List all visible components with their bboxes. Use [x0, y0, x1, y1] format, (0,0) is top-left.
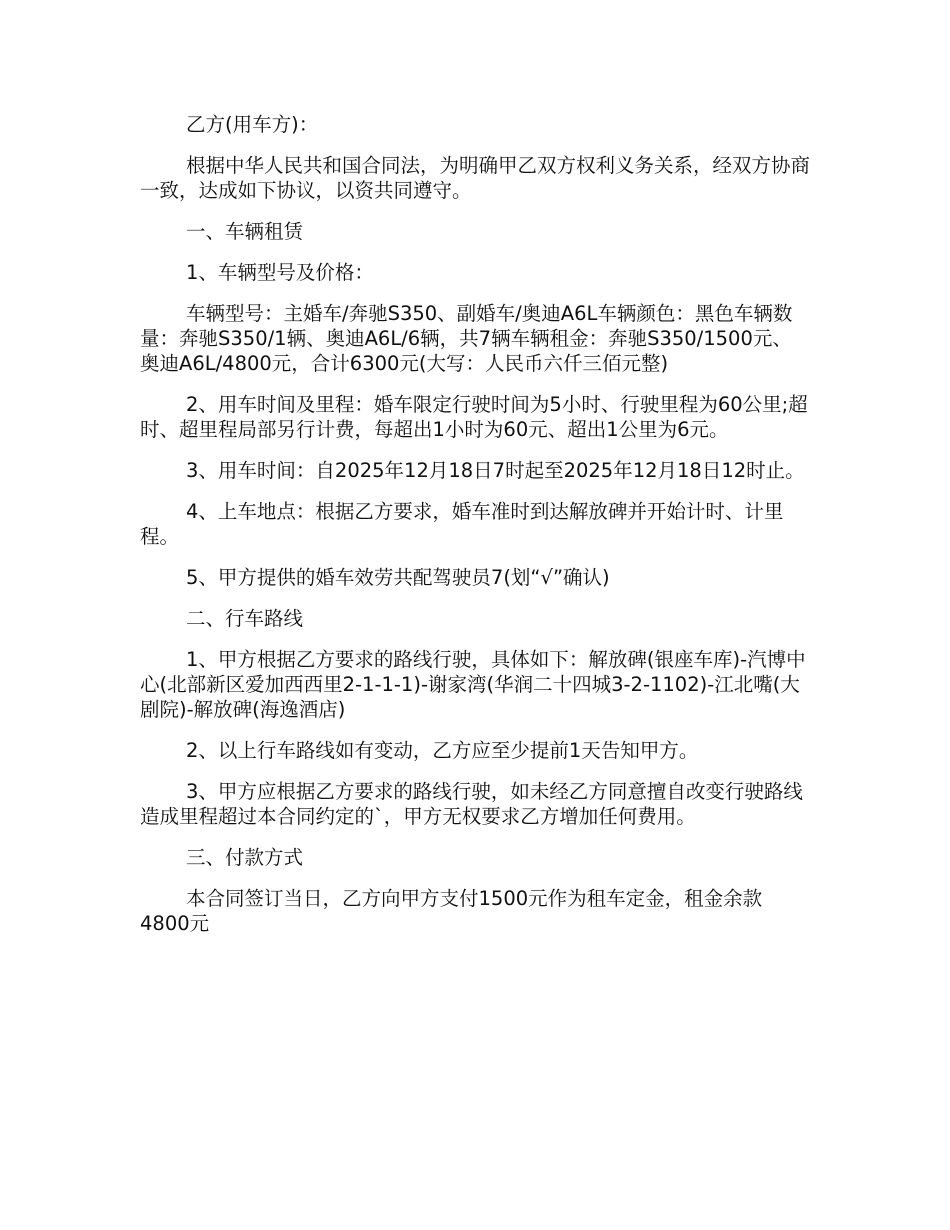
document-body [140, 112, 810, 952]
clause-pickup-location: 4、上车地点：根据乙方要求，婚车准时到达解放碑并开始计时、计里程。 [140, 500, 784, 548]
clause-route-details: 1、甲方根据乙方要求的路线行驶，具体如下：解放碑(银座车库)-汽博中心(北部新区爱加西西里2-1-1-1)-谢家湾(华润二十四城3-2-1102)-江北嘴(大剧院)-解放碑(海逸酒店) [140, 648, 806, 721]
section-heading-route: 二、行车路线 [186, 607, 304, 630]
preamble-paragraph: 根据中华人民共和国合同法，为明确甲乙双方权利义务关系，经双方协商一致，达成如下协议，以资共同遵守。 [140, 154, 811, 202]
clause-route-change: 2、以上行车路线如有变动，乙方应至少提前1天告知甲方。 [186, 739, 699, 762]
clause-time-mileage: 2、用车时间及里程：婚车限定行驶时间为5小时、行驶里程为60公里;超时、超里程局部另行计费，每超出1小时为60元、超出1公里为6元。 [140, 393, 808, 441]
clause-route-deviation: 3、甲方应根据乙方要求的路线行驶，如未经乙方同意擅自改变行驶路线造成里程超过本合同约定的`，甲方无权要求乙方增加任何费用。 [140, 780, 803, 828]
vehicle-details-paragraph: 车辆型号：主婚车/奔驰S350、副婚车/奥迪A6L车辆颜色：黑色车辆数量：奔驰S350/1辆、奥迪A6L/6辆，共7辆车辆租金：奔驰S350/1500元、奥迪A6L/4800元，合计6300元(大写：人民币六仟三佰元整) [140, 302, 793, 375]
clause-drivers: 5、甲方提供的婚车效劳共配驾驶员7(划“√”确认) [186, 566, 610, 589]
party-b-heading: 乙方(用车方)： [186, 113, 319, 136]
section-heading-payment: 三、付款方式 [186, 846, 304, 869]
clause-vehicle-model-price: 1、车辆型号及价格： [186, 261, 374, 284]
clause-payment-terms: 本合同签订当日，乙方向甲方支付1500元作为租车定金，租金余款4800元 [140, 887, 763, 935]
clause-usage-period: 3、用车时间：自2025年12月18日7时起至2025年12月18日12时止。 [186, 459, 805, 482]
section-heading-vehicle-rental: 一、车辆租赁 [186, 220, 304, 243]
